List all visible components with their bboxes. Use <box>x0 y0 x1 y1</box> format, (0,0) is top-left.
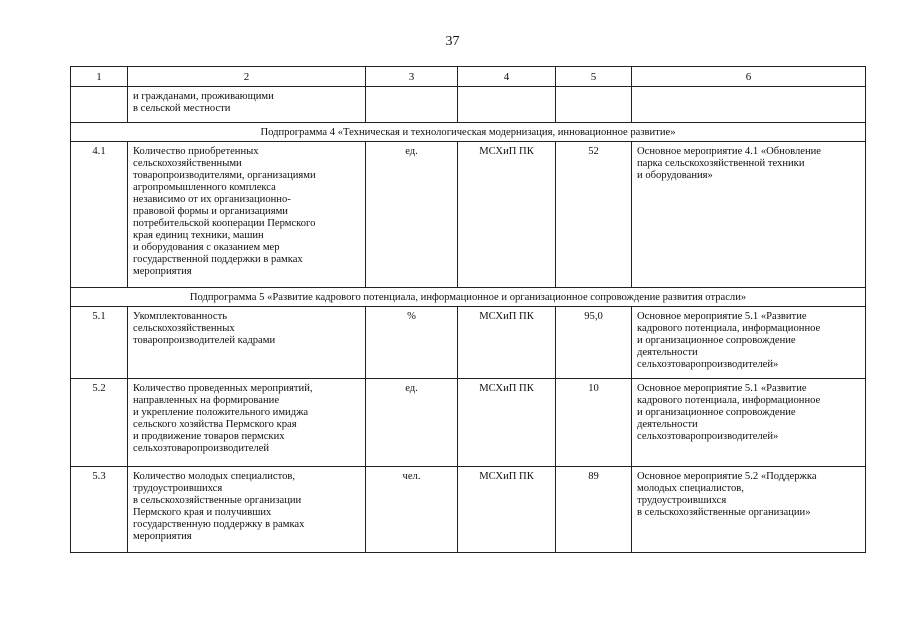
related-measure: Основное мероприятие 4.1 «Обновление парка сельскохозяйственной техники и оборудования» <box>632 142 866 288</box>
responsible-org: МСХиП ПК <box>458 142 556 288</box>
indicator-name: Укомплектованность сельскохозяйственных товаропроизводителей кадрами <box>128 307 366 379</box>
cell-value <box>556 87 632 123</box>
header-col-2: 2 <box>128 67 366 87</box>
related-measure: Основное мероприятие 5.1 «Развитие кадрового потенциала, информационное и организационное сопровождение деятельности сельхозтоваропроизводителей» <box>632 307 866 379</box>
header-col-3: 3 <box>366 67 458 87</box>
responsible-org: МСХиП ПК <box>458 307 556 379</box>
indicators-table <box>70 66 866 553</box>
unit: ед. <box>366 379 458 467</box>
header-col-6: 6 <box>632 67 866 87</box>
subprogram-5-title: Подпрограмма 5 «Развитие кадрового потенциала, информационное и организационное сопровождение развития отрасли» <box>71 288 866 307</box>
subprogram-4-title: Подпрограмма 4 «Техническая и технологическая модернизация, инновационное развитие» <box>71 123 866 142</box>
header-col-5: 5 <box>556 67 632 87</box>
subprogram-5-row <box>71 288 866 307</box>
indicator-name: Количество приобретенных сельскохозяйственными товаропроизводителями, организациями агропромышленного комплекса независимо от их организационно- правовой формы и организациями потребительской кооперации Пермского края единиц техники, машин и оборудования с оказанием мер государственной поддержки в рамках мероприятия <box>128 142 366 288</box>
related-measure: Основное мероприятие 5.2 «Поддержка молодых специалистов, трудоустроившихся в сельскохозяйственные организации» <box>632 467 866 553</box>
cell-indicator-name: и гражданами, проживающими в сельской местности <box>128 87 366 123</box>
table-row <box>71 467 866 553</box>
subprogram-4-row <box>71 123 866 142</box>
header-col-1: 1 <box>71 67 128 87</box>
row-number: 5.3 <box>71 467 128 553</box>
cell-measure <box>632 87 866 123</box>
unit: % <box>366 307 458 379</box>
target-value: 95,0 <box>556 307 632 379</box>
table-row <box>71 307 866 379</box>
target-value: 89 <box>556 467 632 553</box>
page-number: 37 <box>445 34 460 49</box>
table-row <box>71 379 866 467</box>
continuation-row <box>71 87 866 123</box>
unit: ед. <box>366 142 458 288</box>
row-number: 4.1 <box>71 142 128 288</box>
indicator-name: Количество проведенных мероприятий, направленных на формирование и укрепление положительного имиджа сельского хозяйства Пермского края и продвижение товаров пермских сельхозтоваропроизводителей <box>128 379 366 467</box>
unit: чел. <box>366 467 458 553</box>
cell-num <box>71 87 128 123</box>
cell-org <box>458 87 556 123</box>
row-number: 5.2 <box>71 379 128 467</box>
header-col-4: 4 <box>458 67 556 87</box>
header-row <box>71 67 866 87</box>
responsible-org: МСХиП ПК <box>458 467 556 553</box>
responsible-org: МСХиП ПК <box>458 379 556 467</box>
target-value: 10 <box>556 379 632 467</box>
indicator-name: Количество молодых специалистов, трудоустроившихся в сельскохозяйственные организации Пермского края и получивших государственную поддержку в рамках мероприятия <box>128 467 366 553</box>
table-row <box>71 142 866 288</box>
row-number: 5.1 <box>71 307 128 379</box>
related-measure: Основное мероприятие 5.1 «Развитие кадрового потенциала, информационное и организационное сопровождение деятельности сельхозтоваропроизводителей» <box>632 379 866 467</box>
cell-unit <box>366 87 458 123</box>
target-value: 52 <box>556 142 632 288</box>
